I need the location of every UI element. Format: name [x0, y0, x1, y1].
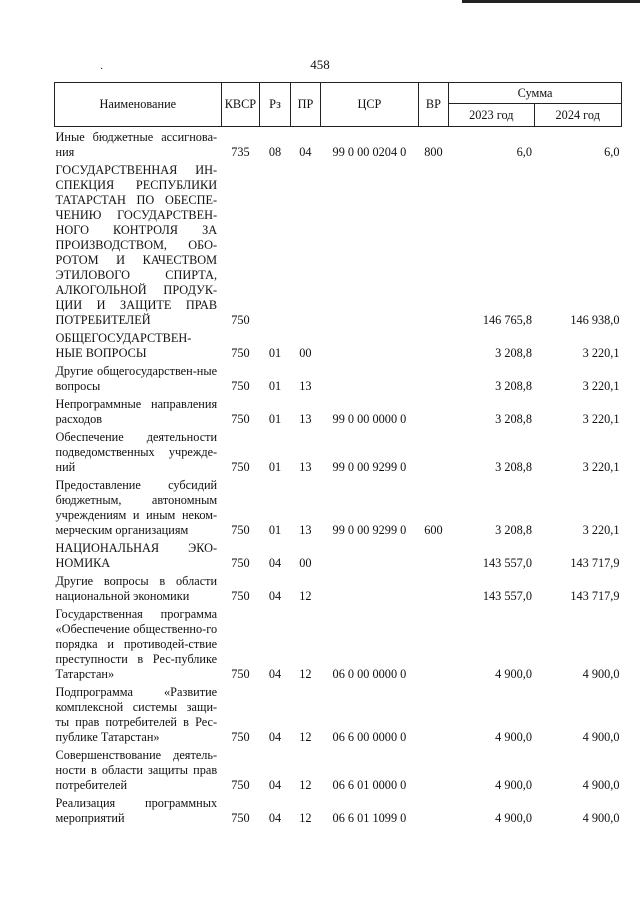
- page-number: 458: [310, 57, 330, 72]
- row-vr: [418, 394, 448, 427]
- table-row: [55, 538, 622, 571]
- row-kvsr: 750: [231, 667, 250, 681]
- header-rz: Рз: [260, 83, 290, 127]
- row-amount-2024: 3 220,1: [582, 460, 620, 474]
- row-kvsr: 750: [231, 346, 250, 360]
- row-amount-2024: 143 717,9: [570, 556, 620, 570]
- header-vr: ВР: [418, 83, 448, 127]
- table-row: [55, 160, 622, 328]
- row-csr: 06 6 01 0000 0: [332, 778, 407, 792]
- table-row: [55, 571, 622, 604]
- row-kvsr: 750: [231, 412, 250, 426]
- row-rz: 01: [268, 460, 282, 474]
- header-name: Наименование: [55, 83, 222, 127]
- row-name: Государственная программа «Обеспечение общественно-го порядка и противодей-ствие преступности в Рес-публике Татарстан»: [55, 607, 218, 681]
- row-amount-2024: 4 900,0: [582, 778, 620, 792]
- row-amount-2024: 4 900,0: [582, 730, 620, 744]
- row-rz: [260, 160, 290, 328]
- row-pr: 12: [299, 589, 312, 603]
- row-pr: 12: [299, 811, 312, 825]
- row-kvsr: 750: [231, 811, 250, 825]
- row-rz: 04: [268, 778, 282, 792]
- table-row: [55, 328, 622, 361]
- row-csr: 99 0 00 9299 0: [332, 523, 407, 537]
- row-amount-2023: 3 208,8: [495, 346, 533, 360]
- header-sum: Сумма: [449, 83, 622, 104]
- row-amount-2023: 4 900,0: [495, 667, 533, 681]
- row-csr: 06 0 00 0000 0: [332, 667, 407, 681]
- row-pr: 13: [299, 523, 312, 537]
- row-rz: 04: [268, 556, 282, 570]
- row-csr: 06 6 01 1099 0: [332, 811, 407, 825]
- row-rz: 08: [268, 145, 282, 159]
- row-pr: 00: [299, 556, 312, 570]
- row-amount-2024: 4 900,0: [582, 667, 620, 681]
- row-csr: 99 0 00 0204 0: [332, 145, 407, 159]
- row-amount-2023: 143 557,0: [482, 556, 533, 570]
- row-rz: 04: [268, 730, 282, 744]
- row-rz: 04: [268, 667, 282, 681]
- row-rz: 04: [268, 589, 282, 603]
- row-pr: 00: [299, 346, 312, 360]
- header-pr: ПР: [290, 83, 320, 127]
- row-amount-2024: 143 717,9: [570, 589, 620, 603]
- row-name: Иные бюджетные ассигнова-ния: [55, 130, 218, 159]
- table-row: [55, 793, 622, 826]
- row-name: Другие вопросы в области национальной экономики: [55, 574, 218, 603]
- row-csr: [321, 361, 419, 394]
- row-amount-2024: 146 938,0: [570, 313, 620, 327]
- row-csr: [321, 328, 419, 361]
- row-name: ГОСУДАРСТВЕННАЯ ИН-СПЕКЦИЯ РЕСПУБЛИКИ ТАТАРСТАН ПО ОБЕСПЕ-ЧЕНИЮ ГОСУДАРСТВЕН-НОГО КОНТРОЛЯ ЗА ПРОИЗВОДСТВОМ, ОБО-РОТОМ И КАЧЕСТВОМ ЭТИЛОВОГО СПИРТА, АЛКОГОЛЬНОЙ ПРОДУК-ЦИИ И ЗАЩИТЕ ПРАВ ПОТРЕБИТЕЛЕЙ: [55, 163, 218, 327]
- row-rz: 01: [268, 523, 282, 537]
- row-pr: 12: [299, 667, 312, 681]
- top-rule: [462, 0, 640, 3]
- row-vr: [418, 160, 448, 328]
- row-name: Реализация программных мероприятий: [55, 796, 218, 825]
- row-name: Подпрограмма «Развитие комплексной системы защи-ты прав потребителей в Рес-публике Татарстан»: [55, 685, 218, 744]
- row-amount-2023: 143 557,0: [482, 589, 533, 603]
- row-name: Обеспечение деятельности подведомственных учрежде-ний: [55, 430, 218, 474]
- row-amount-2024: 3 220,1: [582, 379, 620, 393]
- row-pr: 13: [299, 379, 312, 393]
- row-amount-2023: 3 208,8: [495, 379, 533, 393]
- row-amount-2023: 3 208,8: [495, 460, 533, 474]
- header-year-2024: 2024 год: [534, 104, 621, 127]
- row-csr: [321, 538, 419, 571]
- table-row: [55, 682, 622, 745]
- table-row: [55, 475, 622, 538]
- row-vr: [418, 427, 448, 475]
- row-rz: 01: [268, 379, 282, 393]
- row-name: Предоставление субсидий бюджетным, автономным учреждениям и иным неком-мерческим организациям: [55, 478, 218, 537]
- header-year-2023: 2023 год: [449, 104, 534, 127]
- row-amount-2024: 3 220,1: [582, 412, 620, 426]
- row-vr: [418, 793, 448, 826]
- row-amount-2023: 4 900,0: [495, 778, 533, 792]
- table-row: [55, 127, 622, 161]
- header-csr: ЦСР: [321, 83, 419, 127]
- row-name: ОБЩЕГОСУДАРСТВЕН-НЫЕ ВОПРОСЫ: [55, 331, 192, 360]
- row-kvsr: 750: [231, 778, 250, 792]
- table-row: [55, 427, 622, 475]
- row-vr: [418, 538, 448, 571]
- row-pr: 13: [299, 412, 312, 426]
- row-vr: [418, 604, 448, 682]
- row-vr: 800: [424, 145, 443, 159]
- row-amount-2023: 146 765,8: [482, 313, 533, 327]
- row-vr: [418, 682, 448, 745]
- row-amount-2023: 4 900,0: [495, 811, 533, 825]
- row-amount-2023: 6,0: [516, 145, 533, 159]
- row-amount-2024: 3 220,1: [582, 346, 620, 360]
- row-csr: 06 6 00 0000 0: [332, 730, 407, 744]
- margin-mark: ·: [100, 64, 104, 75]
- row-csr: [321, 571, 419, 604]
- row-pr: 04: [299, 145, 312, 159]
- row-rz: 01: [268, 412, 282, 426]
- row-kvsr: 735: [231, 145, 250, 159]
- row-vr: [418, 745, 448, 793]
- row-kvsr: 750: [231, 313, 250, 327]
- row-name: НАЦИОНАЛЬНАЯ ЭКО-НОМИКА: [55, 541, 218, 570]
- row-kvsr: 750: [231, 523, 250, 537]
- row-pr: 12: [299, 730, 312, 744]
- row-kvsr: 750: [231, 460, 250, 474]
- table-header: [55, 83, 622, 127]
- table-body: [55, 127, 622, 827]
- row-vr: 600: [424, 523, 443, 537]
- header-kvsr: КВСР: [221, 83, 260, 127]
- table-row: [55, 394, 622, 427]
- row-kvsr: 750: [231, 556, 250, 570]
- row-name: Совершенствование деятель-ности в области защиты прав потребителей: [55, 748, 218, 792]
- table-row: [55, 745, 622, 793]
- row-name: Другие общегосударствен-ные вопросы: [55, 364, 218, 393]
- row-csr: 99 0 00 9299 0: [332, 460, 407, 474]
- row-kvsr: 750: [231, 379, 250, 393]
- row-kvsr: 750: [231, 730, 250, 744]
- row-pr: 13: [299, 460, 312, 474]
- budget-table: [54, 82, 622, 826]
- row-rz: 01: [268, 346, 282, 360]
- row-pr: [290, 160, 320, 328]
- table-row: [55, 604, 622, 682]
- row-amount-2023: 4 900,0: [495, 730, 533, 744]
- row-csr: [321, 160, 419, 328]
- row-pr: 12: [299, 778, 312, 792]
- table-row: [55, 361, 622, 394]
- row-vr: [418, 571, 448, 604]
- row-rz: 04: [268, 811, 282, 825]
- row-kvsr: 750: [231, 589, 250, 603]
- row-amount-2024: 3 220,1: [582, 523, 620, 537]
- row-amount-2023: 3 208,8: [495, 523, 533, 537]
- row-name: Непрограммные направления расходов: [55, 397, 218, 426]
- row-vr: [418, 361, 448, 394]
- row-amount-2024: 4 900,0: [582, 811, 620, 825]
- row-amount-2024: 6,0: [604, 145, 620, 159]
- row-vr: [418, 328, 448, 361]
- row-csr: 99 0 00 0000 0: [332, 412, 407, 426]
- row-amount-2023: 3 208,8: [495, 412, 533, 426]
